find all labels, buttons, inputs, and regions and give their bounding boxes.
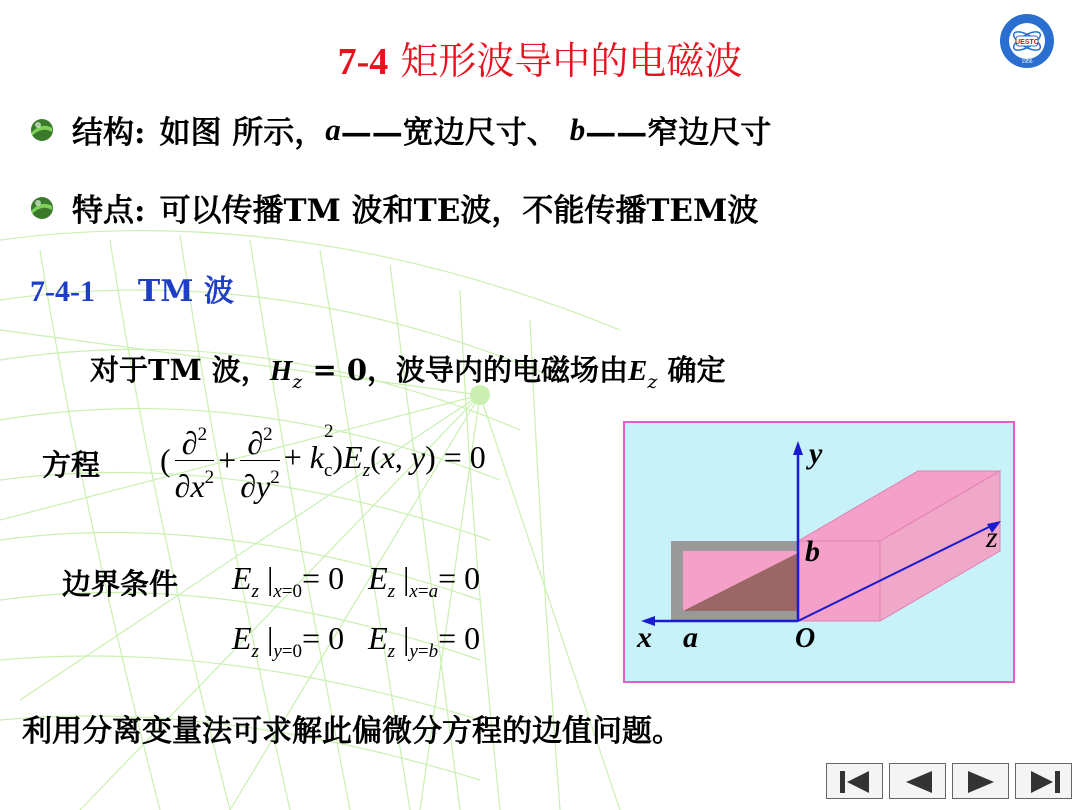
intro-part3: 确定 [657, 353, 726, 387]
section-heading [30, 266, 234, 310]
university-logo [998, 12, 1056, 70]
axis-z-label: z [986, 521, 998, 554]
title-number: 7-4 [337, 41, 389, 83]
bullet-structure-label: 结构: [72, 115, 146, 151]
slide-navigation [826, 763, 1072, 801]
axis-y-label: y [809, 437, 823, 470]
symbol-b: b [569, 111, 586, 147]
waveguide-diagram [623, 421, 1015, 683]
previous-slide-icon [890, 764, 947, 800]
intro-part1: 对于TM 波， [90, 353, 270, 387]
equation-label: 方程 [42, 448, 101, 482]
dimension-b-label: b [805, 535, 820, 568]
title-text: 矩形波导中的电磁波 [400, 39, 743, 83]
nav-next-button[interactable] [952, 763, 1009, 799]
bullet-structure [30, 107, 771, 152]
slide-title [0, 30, 1080, 85]
intro-H-sub: z [292, 371, 303, 393]
intro-eq0: = 0 [302, 353, 368, 387]
dimension-a-label: a [683, 621, 698, 654]
intro-part2: ，波导内的电磁场由 [367, 353, 629, 387]
nav-previous-button[interactable] [889, 763, 946, 799]
section-name: TM 波 [137, 274, 234, 309]
boundary-condition-y: $E_z$ $|_{y=0}= 0$ $E_z$ $|_{y=b}= 0$ [232, 620, 481, 662]
section-number: 7-4-1 [30, 275, 95, 308]
wave-equation: ( $\frac{\partial^2}{\partial x^2}$ + $\frac{\partial^2}{\partial y^2}$ + k 2 $_c)E_z(x$, y) = 0 [160, 418, 486, 503]
bullet-structure-text2: ——宽边尺寸、 [340, 115, 558, 151]
conclusion-text: 利用分离变量法可求解此偏微分方程的边值问题。 [22, 714, 682, 749]
axis-x-label: x [637, 621, 652, 654]
intro-E-sub: z [647, 371, 658, 393]
bullet-structure-text1: 如图 所示， [159, 115, 326, 151]
intro-H: H [269, 355, 293, 387]
bullet-feature [30, 185, 758, 230]
last-slide-icon [1016, 764, 1073, 800]
svg-text:1956: 1956 [1021, 59, 1033, 65]
bullet-feature-label: 特点: [72, 193, 146, 229]
boundary-label: 边界条件 [62, 567, 179, 601]
intro-E: E [628, 355, 648, 387]
bullet-ball-icon [30, 118, 54, 142]
svg-text:UESTC: UESTC [1015, 39, 1039, 46]
origin-label: O [795, 623, 816, 654]
next-slide-icon [953, 764, 1010, 800]
bullet-structure-text3: ——窄边尺寸 [585, 115, 772, 151]
bullet-feature-text: 可以传播TM 波和TE波，不能传播TEM波 [159, 193, 759, 229]
nav-first-button[interactable] [826, 763, 883, 799]
bullet-ball-icon [30, 196, 54, 220]
nav-last-button[interactable] [1015, 763, 1072, 799]
boundary-condition-x: $E_z$ $|_{x=0}= 0$ $E_z$ $|_{x=a}= 0$ [232, 560, 481, 602]
symbol-a: a [325, 111, 341, 147]
first-slide-icon [827, 764, 884, 800]
intro-line [90, 348, 726, 393]
